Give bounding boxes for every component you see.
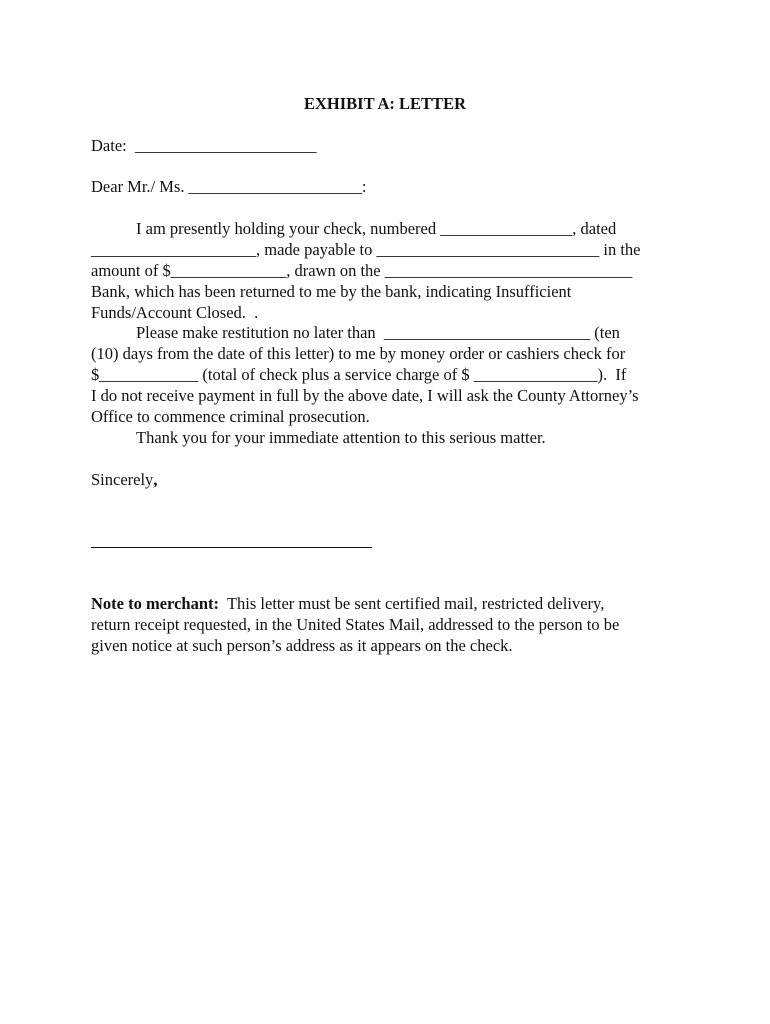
merchant-note-label: Note to merchant: xyxy=(91,594,219,613)
body-line: (10) days from the date of this letter) to me by money order or cashiers check for xyxy=(91,344,626,363)
body-line: Thank you for your immediate attention to this serious matter. xyxy=(136,428,546,447)
merchant-note-text: This letter must be sent certified mail, restricted delivery, xyxy=(219,594,605,613)
body-line: Office to commence criminal prosecution. xyxy=(91,407,370,426)
closing xyxy=(91,470,157,490)
body-line: Funds/Account Closed. . xyxy=(91,303,259,322)
body-line: Please make restitution no later than _________________________ (ten xyxy=(136,323,620,342)
body-line: amount of $______________, drawn on the ______________________________ xyxy=(91,261,633,280)
body-line: Bank, which has been returned to me by the bank, indicating Insufficient xyxy=(91,282,572,301)
signature-line xyxy=(91,547,372,548)
merchant-note-line xyxy=(91,594,604,614)
date-line: Date: ______________________ xyxy=(91,136,317,155)
body-line: I do not receive payment in full by the above date, I will ask the County Attorney’s xyxy=(91,386,639,405)
salutation: Dear Mr./ Ms. _____________________: xyxy=(91,177,367,196)
document-title: EXHIBIT A: LETTER xyxy=(303,94,466,113)
closing-word: Sincerely xyxy=(91,470,154,489)
closing-comma: , xyxy=(153,470,158,489)
body-line: $____________ (total of check plus a service charge of $ _______________). If xyxy=(91,365,627,384)
body-line: I am presently holding your check, numbered ________________, dated xyxy=(136,219,617,238)
merchant-note-line: given notice at such person’s address as it appears on the check. xyxy=(91,636,513,655)
merchant-note-line: return receipt requested, in the United States Mail, addressed to the person to be xyxy=(91,615,620,634)
body-line: ____________________, made payable to ___________________________ in the xyxy=(91,240,641,259)
